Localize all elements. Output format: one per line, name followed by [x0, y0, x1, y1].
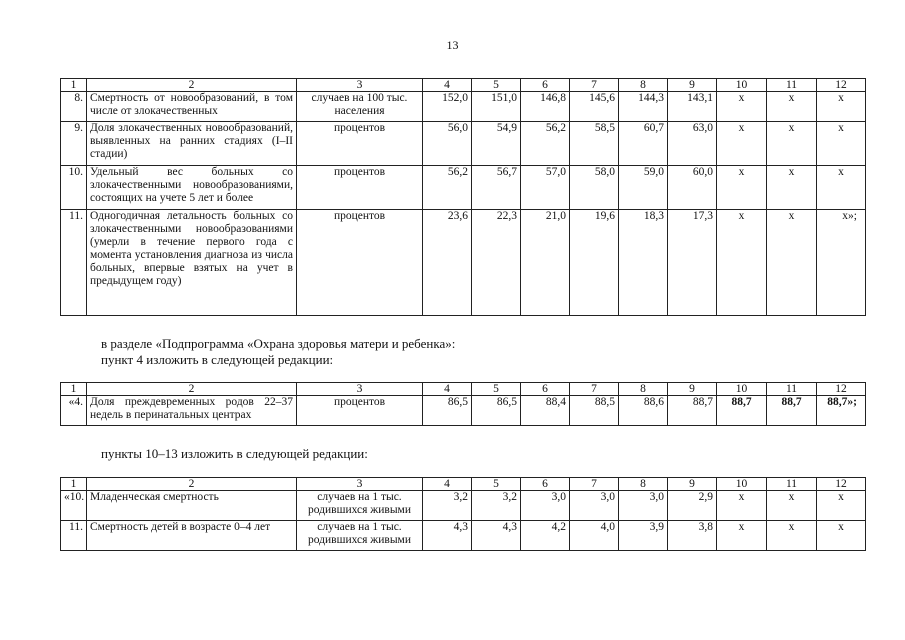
value-cell: x [717, 521, 767, 551]
value-cell: x [717, 92, 767, 122]
header-cell: 9 [668, 478, 717, 491]
value-cell: 86,5 [472, 396, 521, 426]
value-cell: 23,6 [423, 210, 472, 316]
value-cell: 2,9 [668, 491, 717, 521]
value-cell: x [717, 166, 767, 210]
amendment-paragraph-items: пункты 10–13 изложить в следующей редакции: [101, 446, 368, 461]
value-cell: 3,0 [521, 491, 570, 521]
indicator-name: Младенческая смертность [87, 491, 297, 521]
header-cell: 5 [472, 79, 521, 92]
header-cell: 8 [619, 478, 668, 491]
value-cell: 18,3 [619, 210, 668, 316]
value-cell: x [767, 92, 817, 122]
value-cell: 63,0 [668, 122, 717, 166]
row-number: 11. [61, 210, 87, 316]
page-number: 13 [446, 38, 459, 52]
table-row [61, 122, 866, 166]
value-cell: 88,7»; [817, 396, 866, 426]
value-cell: 144,3 [619, 92, 668, 122]
value-cell: 146,8 [521, 92, 570, 122]
value-cell: 58,0 [570, 166, 619, 210]
header-cell: 4 [423, 383, 472, 396]
value-cell: 3,0 [619, 491, 668, 521]
header-cell: 10 [717, 478, 767, 491]
table-row [61, 210, 866, 316]
value-cell: x [817, 166, 866, 210]
table-header-row [61, 383, 866, 396]
header-cell: 9 [668, 383, 717, 396]
value-cell: 3,8 [668, 521, 717, 551]
header-cell: 6 [521, 478, 570, 491]
value-cell: 56,2 [423, 166, 472, 210]
header-cell: 12 [817, 478, 866, 491]
value-cell: 56,7 [472, 166, 521, 210]
header-cell: 3 [297, 79, 423, 92]
value-cell: x [717, 491, 767, 521]
header-cell: 10 [717, 79, 767, 92]
header-cell: 11 [767, 79, 817, 92]
indicator-name: Одногодичная летальность больных со злокачественными новообразованиями (умерли в течение первого года с момента установления диагноза из числа больных, впервые взятых на учет в предыдущем году) [87, 210, 297, 316]
value-cell: 57,0 [521, 166, 570, 210]
header-cell: 2 [87, 478, 297, 491]
value-cell: 88,7 [717, 396, 767, 426]
value-cell: 3,2 [423, 491, 472, 521]
value-cell: x [767, 521, 817, 551]
header-cell: 2 [87, 79, 297, 92]
value-cell: 86,5 [423, 396, 472, 426]
value-cell: 88,7 [767, 396, 817, 426]
table-row [61, 491, 866, 521]
table-header-row [61, 79, 866, 92]
value-cell: 21,0 [521, 210, 570, 316]
value-cell: 152,0 [423, 92, 472, 122]
indicators-table-infant [60, 477, 866, 551]
value-cell: 4,2 [521, 521, 570, 551]
value-cell: x [817, 122, 866, 166]
unit-cell: случаев на 1 тыс. родившихся живыми [297, 491, 423, 521]
indicators-table-maternal [60, 382, 866, 426]
header-cell: 9 [668, 79, 717, 92]
value-cell: 88,4 [521, 396, 570, 426]
indicator-name: Смертность от новообразований, в том числе от злокачественных [87, 92, 297, 122]
value-cell: x [767, 210, 817, 316]
indicator-name: Доля преждевременных родов 22–37 недель в перинатальных центрах [87, 396, 297, 426]
header-cell: 1 [61, 79, 87, 92]
value-cell: x [717, 210, 767, 316]
value-cell: x [717, 122, 767, 166]
value-cell: x [767, 122, 817, 166]
unit-cell: случаев на 1 тыс. родившихся живыми [297, 521, 423, 551]
value-cell: 143,1 [668, 92, 717, 122]
value-cell: 3,0 [570, 491, 619, 521]
value-cell: 151,0 [472, 92, 521, 122]
table-row [61, 92, 866, 122]
header-cell: 3 [297, 478, 423, 491]
value-cell: 22,3 [472, 210, 521, 316]
row-number: «4. [61, 396, 87, 426]
value-cell: x [817, 521, 866, 551]
header-cell: 5 [472, 383, 521, 396]
amendment-paragraph-section: в разделе «Подпрограмма «Охрана здоровья матери и ребенка»: [101, 336, 456, 351]
header-cell: 7 [570, 383, 619, 396]
unit-cell: процентов [297, 396, 423, 426]
value-cell: 88,5 [570, 396, 619, 426]
row-number: 8. [61, 92, 87, 122]
value-cell: 88,6 [619, 396, 668, 426]
value-cell: 4,3 [472, 521, 521, 551]
value-cell: 3,9 [619, 521, 668, 551]
header-cell: 6 [521, 383, 570, 396]
row-number: 10. [61, 166, 87, 210]
value-cell: 60,7 [619, 122, 668, 166]
value-cell: x [767, 491, 817, 521]
header-cell: 2 [87, 383, 297, 396]
header-cell: 7 [570, 79, 619, 92]
value-cell: 59,0 [619, 166, 668, 210]
unit-cell: процентов [297, 166, 423, 210]
value-cell: 56,0 [423, 122, 472, 166]
header-cell: 6 [521, 79, 570, 92]
indicator-name: Доля злокачественных новообразований, выявленных на ранних стадиях (I–II стадии) [87, 122, 297, 166]
header-cell: 12 [817, 79, 866, 92]
value-cell: 17,3 [668, 210, 717, 316]
indicators-table-oncology [60, 78, 866, 316]
header-cell: 11 [767, 478, 817, 491]
unit-cell: процентов [297, 210, 423, 316]
header-cell: 11 [767, 383, 817, 396]
header-cell: 12 [817, 383, 866, 396]
row-number: «10. [61, 491, 87, 521]
value-cell: 19,6 [570, 210, 619, 316]
value-cell: 60,0 [668, 166, 717, 210]
value-cell: 88,7 [668, 396, 717, 426]
value-cell: 4,3 [423, 521, 472, 551]
value-cell: 54,9 [472, 122, 521, 166]
header-cell: 8 [619, 383, 668, 396]
header-cell: 8 [619, 79, 668, 92]
row-number: 11. [61, 521, 87, 551]
header-cell: 4 [423, 478, 472, 491]
amendment-paragraph-item: пункт 4 изложить в следующей редакции: [101, 352, 334, 367]
table-row [61, 166, 866, 210]
value-cell: 4,0 [570, 521, 619, 551]
indicator-name: Удельный вес больных со злокачественными новообразованиями, состоящих на учете 5 лет и более [87, 166, 297, 210]
unit-cell: процентов [297, 122, 423, 166]
table-header-row [61, 478, 866, 491]
value-cell: 145,6 [570, 92, 619, 122]
header-cell: 4 [423, 79, 472, 92]
row-number: 9. [61, 122, 87, 166]
table-row [61, 521, 866, 551]
value-cell: x»; [817, 210, 866, 316]
unit-cell: случаев на 100 тыс. населения [297, 92, 423, 122]
header-cell: 3 [297, 383, 423, 396]
indicator-name: Смертность детей в возрасте 0–4 лет [87, 521, 297, 551]
table-row [61, 396, 866, 426]
value-cell: x [817, 491, 866, 521]
header-cell: 10 [717, 383, 767, 396]
value-cell: 58,5 [570, 122, 619, 166]
value-cell: 56,2 [521, 122, 570, 166]
header-cell: 5 [472, 478, 521, 491]
value-cell: x [767, 166, 817, 210]
value-cell: 3,2 [472, 491, 521, 521]
value-cell: x [817, 92, 866, 122]
header-cell: 7 [570, 478, 619, 491]
header-cell: 1 [61, 383, 87, 396]
header-cell: 1 [61, 478, 87, 491]
